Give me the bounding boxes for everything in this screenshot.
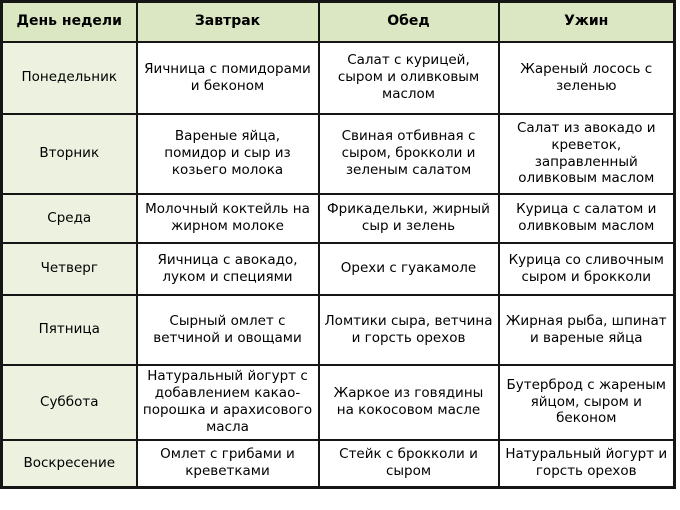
day-cell: Четверг xyxy=(2,243,137,295)
breakfast-cell: Омлет с грибами и креветками xyxy=(137,440,319,488)
day-cell: Вторник xyxy=(2,114,137,194)
breakfast-cell: Яичница с авокадо, луком и специями xyxy=(137,243,319,295)
header-cell-dinner: Ужин xyxy=(499,2,675,42)
table-row-saturday xyxy=(2,365,675,440)
table-row-wednesday xyxy=(2,194,675,243)
header-row xyxy=(2,2,675,42)
header-cell-day: День недели xyxy=(2,2,137,42)
dinner-cell: Салат из авокадо и креветок, заправленный оливковым маслом xyxy=(499,114,675,194)
dinner-cell: Жирная рыба, шпинат и вареные яйца xyxy=(499,295,675,365)
lunch-cell: Фрикадельки, жирный сыр и зелень xyxy=(319,194,499,243)
lunch-cell: Жаркое из говядины на кокосовом масле xyxy=(319,365,499,440)
dinner-cell: Натуральный йогурт и горсть орехов xyxy=(499,440,675,488)
lunch-cell: Орехи с гуакамоле xyxy=(319,243,499,295)
dinner-cell: Бутерброд с жареным яйцом, сыром и беконом xyxy=(499,365,675,440)
dinner-cell: Жареный лосось с зеленью xyxy=(499,42,675,114)
dinner-cell: Курица с салатом и оливковым маслом xyxy=(499,194,675,243)
table-row-sunday xyxy=(2,440,675,488)
breakfast-cell: Яичница с помидорами и беконом xyxy=(137,42,319,114)
day-cell: Суббота xyxy=(2,365,137,440)
table-row-monday xyxy=(2,42,675,114)
breakfast-cell: Сырный омлет с ветчиной и овощами xyxy=(137,295,319,365)
table-row-friday xyxy=(2,295,675,365)
table-row-thursday xyxy=(2,243,675,295)
day-cell: Понедельник xyxy=(2,42,137,114)
header-cell-lunch: Обед xyxy=(319,2,499,42)
day-cell: Пятница xyxy=(2,295,137,365)
day-cell: Воскресение xyxy=(2,440,137,488)
lunch-cell: Салат с курицей, сыром и оливковым маслом xyxy=(319,42,499,114)
lunch-cell: Свиная отбивная с сыром, брокколи и зеленым салатом xyxy=(319,114,499,194)
day-cell: Среда xyxy=(2,194,137,243)
breakfast-cell: Молочный коктейль на жирном молоке xyxy=(137,194,319,243)
lunch-cell: Стейк с брокколи и сыром xyxy=(319,440,499,488)
breakfast-cell: Натуральный йогурт с добавлением какао-порошка и арахисового масла xyxy=(137,365,319,440)
breakfast-cell: Вареные яйца, помидор и сыр из козьего молока xyxy=(137,114,319,194)
lunch-cell: Ломтики сыра, ветчина и горсть орехов xyxy=(319,295,499,365)
header-cell-breakfast: Завтрак xyxy=(137,2,319,42)
dinner-cell: Курица со сливочным сыром и брокколи xyxy=(499,243,675,295)
table-row-tuesday xyxy=(2,114,675,194)
